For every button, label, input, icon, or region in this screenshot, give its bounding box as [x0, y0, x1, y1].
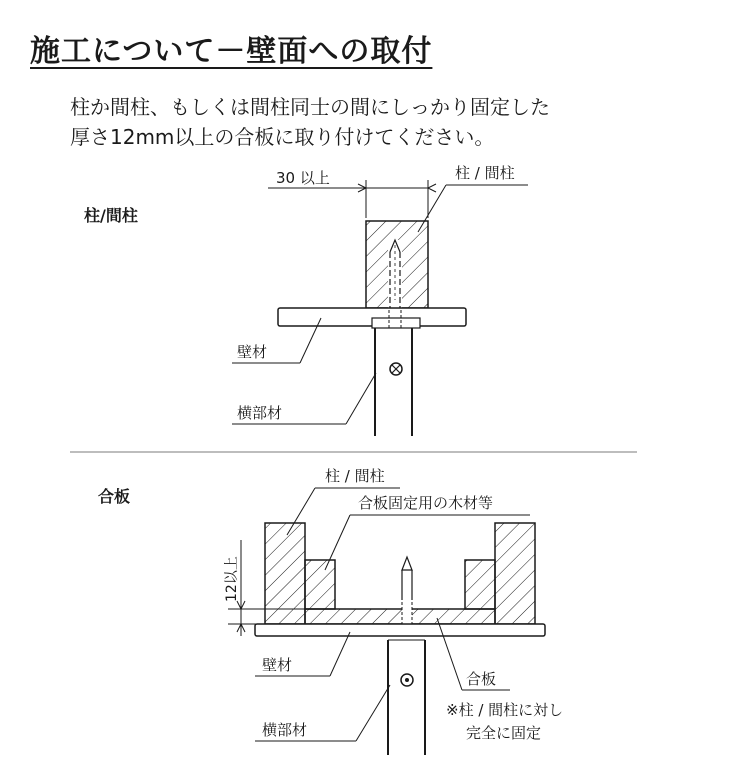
- section2-diagram: [224, 467, 563, 755]
- plywood-label: 合板: [466, 670, 497, 688]
- wall-label: 壁材: [237, 343, 268, 361]
- section1-diagram: [232, 164, 528, 436]
- screw-icon: [388, 240, 402, 308]
- wood-block-left: [305, 560, 335, 609]
- note-line-2: 完全に固定: [466, 724, 542, 742]
- page-title: 施工について－壁面への取付: [30, 34, 433, 69]
- wall-label-2: 壁材: [262, 656, 293, 674]
- dimension-label-30: 30 以上: [276, 169, 330, 187]
- section1-label: 柱/間柱: [84, 206, 138, 225]
- dimension-label-12: 12以上: [224, 556, 240, 602]
- wood-block-right: [465, 560, 495, 609]
- post-label: 柱 / 間柱: [455, 164, 515, 182]
- rail-label-2: 横部材: [262, 721, 308, 739]
- post-label-2: 柱 / 間柱: [325, 467, 385, 485]
- plywood-board: [305, 609, 495, 624]
- section2-label: 合板: [98, 487, 131, 506]
- block-label: 合板固定用の木材等: [358, 494, 494, 512]
- screw-icon: [402, 557, 412, 634]
- wall-panel: [255, 624, 545, 636]
- rail-label: 横部材: [237, 404, 283, 422]
- note-line-1: ※柱 / 間柱に対し: [446, 701, 564, 719]
- intro-line-2: 厚さ12mm以上の合板に取り付けてください。: [70, 125, 495, 149]
- intro-line-1: 柱か間柱、もしくは間柱同士の間にしっかり固定した: [70, 95, 550, 119]
- post-right: [495, 523, 535, 624]
